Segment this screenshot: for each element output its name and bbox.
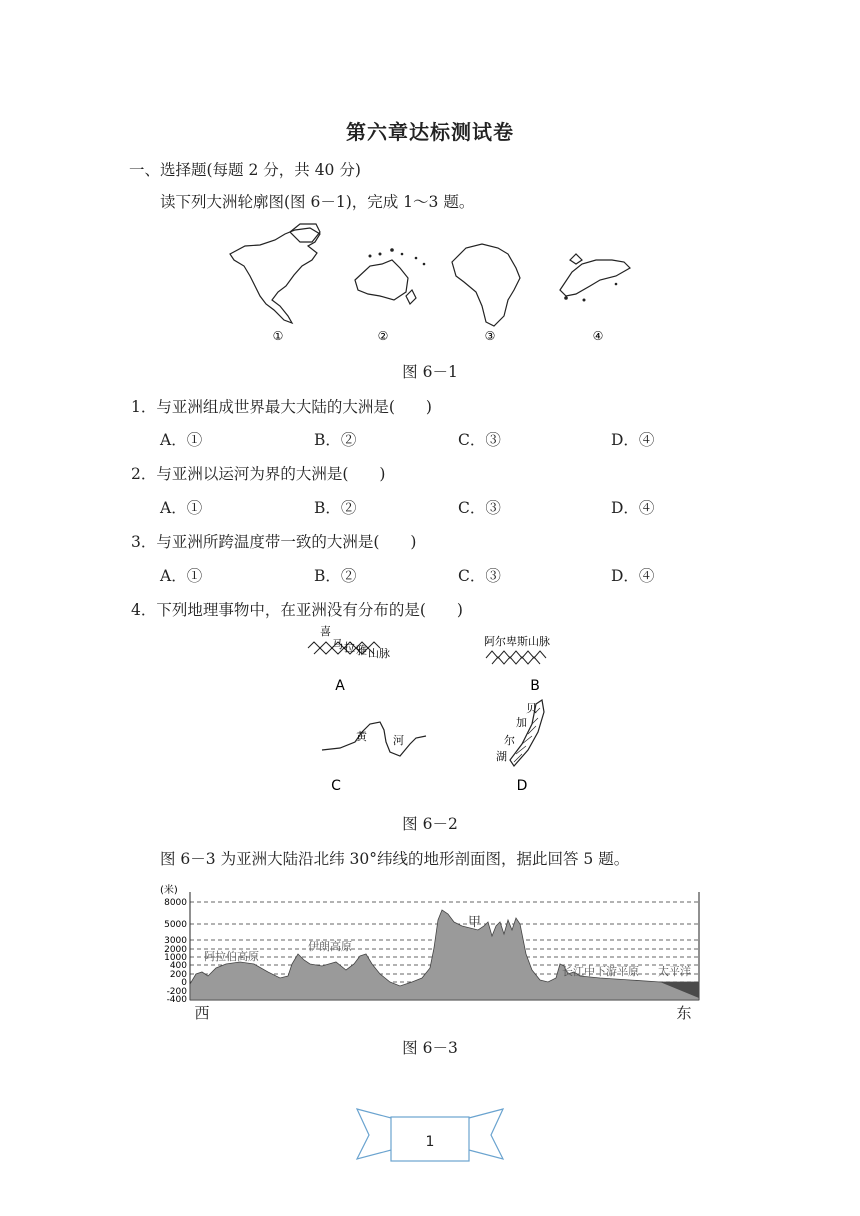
- label-iranian-plateau: 伊朗高原: [308, 940, 352, 953]
- question-3: 3．与亚洲所跨温度带一致的大洲是( ): [131, 533, 417, 551]
- greenland-outline: [290, 224, 320, 242]
- fig2-a-char-4: 雅: [356, 644, 367, 657]
- yellow-river-symbol: [322, 722, 426, 756]
- q1-option-b: B．②: [314, 431, 357, 449]
- fig2-c-char-1: 黄: [356, 730, 367, 743]
- fig2-caption: 图 6－2: [402, 815, 458, 833]
- y-tick-200: 200: [169, 970, 187, 980]
- terrain-profile-figure: [150, 878, 710, 1026]
- new-zealand-outline: [406, 290, 416, 304]
- q1-option-d: D．④: [611, 431, 655, 449]
- fig3-caption: 图 6－3: [402, 1039, 458, 1057]
- q3-option-c: C．③: [458, 567, 501, 585]
- intro-q1-3: 读下列大洲轮廓图(图 6－1)，完成 1～3 题。: [160, 193, 475, 211]
- q2-option-c: C．③: [458, 499, 501, 517]
- fig2-a-char-3: 拉: [344, 641, 355, 654]
- y-tick-400: 400: [169, 961, 187, 971]
- fig2-b-label: 阿尔卑斯山脉: [484, 635, 550, 648]
- australia-outline: [355, 260, 408, 300]
- fig1-caption: 图 6－1: [402, 363, 458, 381]
- q2-option-d: D．④: [611, 499, 655, 517]
- label-east: 东: [676, 1004, 692, 1022]
- continent-outlines-figure: [220, 220, 640, 350]
- y-tick-3000: 3000: [164, 936, 187, 946]
- fig2-a-char-5: 山脉: [368, 647, 390, 660]
- question-4: 4．下列地理事物中，在亚洲没有分布的是( ): [131, 601, 463, 619]
- fig2-d-char-1: 贝: [526, 702, 537, 715]
- profile-unit-label: (米): [160, 885, 178, 896]
- africa-outline: [452, 244, 520, 326]
- section-heading: 一、选择题(每题 2 分，共 40 分): [129, 161, 361, 179]
- y-tick-5000: 5000: [164, 920, 187, 930]
- label-arabian-plateau: 阿拉伯高原: [204, 950, 259, 963]
- y-tick-8000: 8000: [164, 898, 187, 908]
- terrain-profile-area: [190, 910, 699, 1000]
- q1-option-c: C．③: [458, 431, 501, 449]
- label-jia: 甲: [468, 915, 482, 930]
- page-number-ribbon: [355, 1105, 505, 1165]
- fig1-label-3: ③: [484, 329, 496, 343]
- q2-option-b: B．②: [314, 499, 357, 517]
- q2-option-a: A．①: [160, 499, 203, 517]
- label-west: 西: [194, 1004, 210, 1022]
- y-tick-minus-400: -400: [166, 995, 187, 1005]
- fig2-c-char-2: 河: [393, 734, 404, 747]
- fig2-d-char-3: 尔: [504, 734, 515, 747]
- q3-option-b: B．②: [314, 567, 357, 585]
- fig2-label-c: C: [331, 778, 341, 794]
- label-yangtze-plain: 长江中下游平原: [562, 965, 639, 978]
- fig1-label-1: ①: [272, 329, 284, 343]
- fig2-label-b: B: [530, 678, 540, 694]
- q3-option-d: D．④: [611, 567, 655, 585]
- fig1-label-4: ④: [592, 329, 604, 343]
- q3-option-a: A．①: [160, 567, 203, 585]
- fig2-a-char-2: 马: [332, 638, 343, 651]
- y-tick-0: 0: [181, 978, 187, 988]
- alps-mountain-symbol: [486, 651, 546, 664]
- page-title: 第六章达标测试卷: [346, 120, 514, 144]
- intro-q5: 图 6－3 为亚洲大陆沿北纬 30°纬线的地形剖面图，据此回答 5 题。: [160, 850, 630, 868]
- y-tick-1000: 1000: [164, 953, 187, 963]
- europe-outline: [560, 260, 630, 296]
- fig2-a-char-1: 喜: [320, 625, 331, 638]
- question-2: 2．与亚洲以运河为界的大洲是( ): [131, 465, 386, 483]
- y-tick-minus-200: -200: [166, 987, 187, 997]
- fig2-label-d: D: [516, 778, 528, 794]
- fig2-label-a: A: [335, 678, 345, 694]
- fig2-d-char-4: 湖: [496, 750, 507, 763]
- label-pacific: 太平洋: [658, 965, 691, 978]
- page-number: 1: [425, 1134, 435, 1150]
- y-tick-2000: 2000: [164, 945, 187, 955]
- question-1: 1．与亚洲组成世界最大大陆的大洲是( ): [131, 398, 432, 416]
- q1-option-a: A．①: [160, 431, 203, 449]
- fig2-d-char-2: 加: [516, 716, 527, 729]
- fig1-label-2: ②: [377, 329, 389, 343]
- geography-symbols-figure: [300, 620, 580, 800]
